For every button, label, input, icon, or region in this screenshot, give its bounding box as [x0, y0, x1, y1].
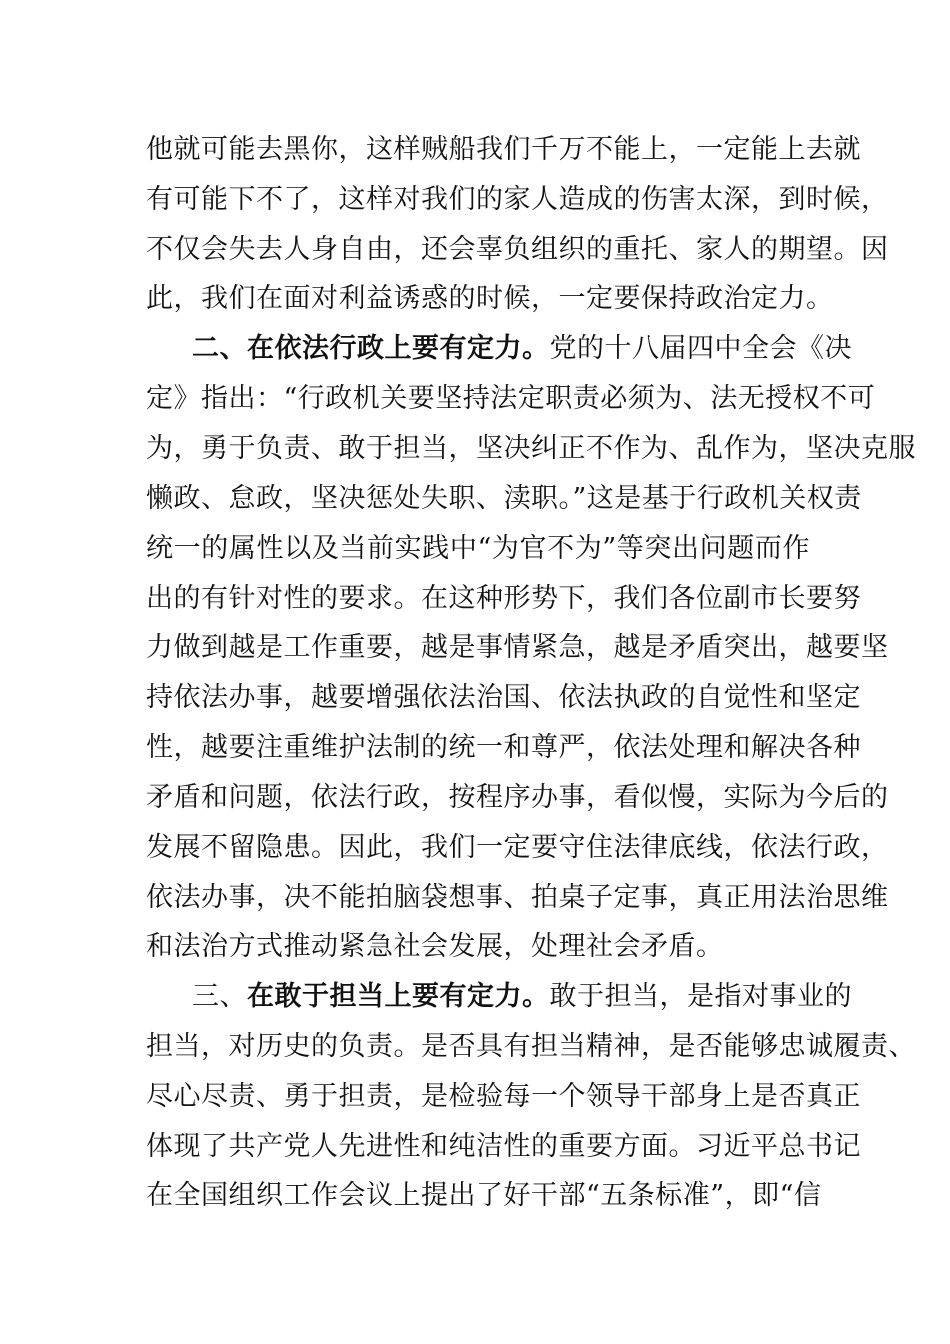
line-text: 力做到越是工作重要，越是事情紧急，越是矛盾突出，越要坚 [146, 632, 889, 663]
text-line [146, 529, 810, 569]
section-heading: 二、在依法行政上要有定力。 [192, 333, 550, 364]
text-line [146, 279, 834, 319]
line-text: 懒政、怠政，坚决惩处失职、渎职。”这是基于行政机关权责 [146, 483, 862, 514]
text-line [146, 1077, 861, 1117]
text-line [146, 130, 861, 170]
text-line [146, 828, 889, 868]
section-heading-line [192, 329, 852, 369]
text-line [146, 180, 889, 220]
line-text: 定》指出：“行政机关要坚持法定职责必须为、法无授权不可 [146, 383, 876, 414]
line-text: 敢于担当，是指对事业的 [549, 981, 852, 1012]
line-text: 体现了共产党人先进性和纯洁性的重要方面。习近平总书记 [146, 1131, 861, 1162]
line-text: 出的有针对性的要求。在这种形势下，我们各位副市长要努 [146, 583, 861, 614]
line-text: 在全国组织工作会议上提出了好干部“五条标准”，即“信 [146, 1180, 822, 1211]
line-text: 发展不留隐患。因此，我们一定要守住法律底线，依法行政， [146, 832, 889, 863]
text-line [146, 429, 916, 469]
line-text: 矛盾和问题，依法行政，按程序办事，看似慢，实际为今后的 [146, 782, 889, 813]
text-line [146, 878, 889, 918]
line-text: 此，我们在面对利益诱惑的时候，一定要保持政治定力。 [146, 283, 834, 314]
section-heading: 在敢于担当上要有定力。 [247, 981, 550, 1012]
line-text: 有可能下不了，这样对我们的家人造成的伤害太深，到时候， [146, 184, 889, 215]
line-text: 统一的属性以及当前实践中“为官不为”等突出问题而作 [146, 533, 810, 564]
line-text: 为，勇于负责、敢于担当，坚决纠正不作为、乱作为，坚决克服 [146, 433, 916, 464]
text-line [146, 1127, 861, 1167]
text-line [146, 927, 810, 967]
line-text: 和法治方式推动紧急社会发展，处理社会矛盾。 [146, 931, 724, 962]
section-number: 三、 [192, 981, 247, 1012]
line-text: 不仅会失去人身自由，还会辜负组织的重托、家人的期望。因 [146, 234, 889, 265]
line-text: 持依法办事，越要增强依法治国、依法执政的自觉性和坚定 [146, 682, 861, 713]
text-line [146, 379, 876, 419]
text-line [146, 1176, 822, 1216]
text-line [146, 579, 861, 619]
text-line [146, 1027, 916, 1067]
text-line [146, 479, 862, 519]
line-text: 担当，对历史的负责。是否具有担当精神，是否能够忠诚履责、 [146, 1031, 916, 1062]
text-line [146, 230, 889, 270]
line-text: 性，越要注重维护法制的统一和尊严，依法处理和解决各种 [146, 732, 861, 763]
text-line [146, 628, 889, 668]
line-text: 党的十八届四中全会《决 [549, 333, 852, 364]
line-text: 尽心尽责、勇于担责，是检验每一个领导干部身上是否真正 [146, 1081, 861, 1112]
line-text: 他就可能去黑你，这样贼船我们千万不能上，一定能上去就 [146, 134, 861, 165]
section-heading-line [192, 977, 852, 1017]
line-text: 依法办事，决不能拍脑袋想事、拍桌子定事，真正用法治思维 [146, 882, 889, 913]
text-line [146, 778, 889, 818]
text-line [146, 678, 861, 718]
text-line [146, 728, 861, 768]
